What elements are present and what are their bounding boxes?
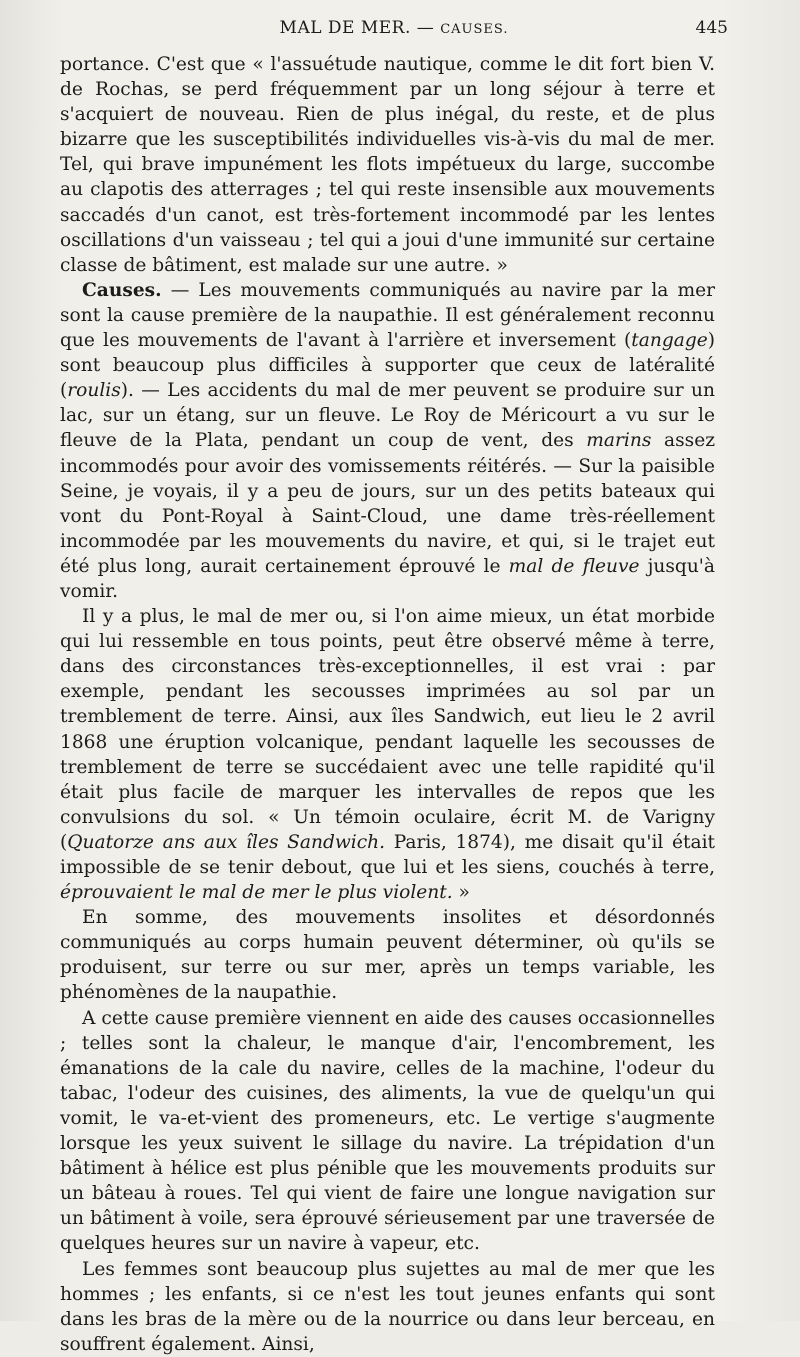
text-run: portance. C'est que « l'assuétude nautique, comme le dit fort bien V. de Rochas, se perd fréquemment par un long séjour à terre et s'acquiert de nouveau. Rien de plus inégal, du reste, et de plus bizarre que les susceptibilités individuelles vis-à-vis du mal de mer. Tel, qui brave impunément les flots impétueux du large, succombe au clapotis des atterrages ; tel qui reste insensible aux mouvements saccadés d'un canot, est très-fortement incommodé par les lentes oscillations d'un vaisseau ; tel qui a joui d'une immunité sur certaine classe de bâtiment, est malade sur une autre. » bbox=[60, 54, 715, 276]
text-run: ). — Les accidents du mal de mer peuvent se produire sur un lac, sur un étang, sur un fleuve. Le Roy de Méricourt a vu sur le fleuve de la Plata, pendant un coup de vent, des bbox=[60, 380, 715, 452]
text-run: ) sont beaucoup plus difficiles à supporter que ceux de latéralité ( bbox=[60, 330, 715, 402]
text-run: En somme, des mouvements insolites et désordonnés communiqués au corps humain peuvent déterminer, où qu'ils se produisent, sur terre ou sur mer, après un temps variable, les phénomènes de la naupathie. bbox=[60, 907, 715, 1004]
paragraph bbox=[60, 52, 715, 278]
page-header bbox=[60, 18, 728, 44]
italic-text: marins bbox=[586, 430, 652, 452]
paragraph bbox=[60, 1257, 715, 1357]
text-run: assez incommodés pour avoir des vomissements réitérés. — Sur la paisible Seine, je voyais, il y a peu de jours, sur un des petits bateaux qui vont du Pont-Royal à Saint-Cloud, une dame très-réellement incommodée par les mouvements du navire, et qui, si le trajet eut été plus long, aurait certainement éprouvé le bbox=[60, 430, 715, 577]
running-title bbox=[60, 18, 728, 38]
page-number: 445 bbox=[695, 18, 728, 38]
header-title: MAL DE MER. bbox=[279, 18, 411, 38]
section-heading: Causes. bbox=[82, 279, 162, 301]
italic-text: mal de fleuve bbox=[508, 555, 640, 577]
paragraph bbox=[60, 604, 715, 905]
text-run: » bbox=[452, 882, 470, 904]
italic-text: éprouvaient le mal de mer le plus violent. bbox=[60, 882, 453, 904]
paragraph bbox=[60, 1006, 715, 1257]
text-run: — Les mouvements communiqués au navire par la mer sont la cause première de la naupathie. Il est généralement reconnu que les mouvements de l'avant à l'arrière et inversement ( bbox=[60, 279, 715, 352]
italic-text: roulis bbox=[67, 380, 121, 402]
body-text bbox=[60, 52, 715, 1357]
text-run: A cette cause première viennent en aide des causes occasionnelles ; telles sont la chaleur, le manque d'air, l'encombrement, les émanations de la cale du navire, celles de la machine, l'odeur du tabac, l'odeur des cuisines, des aliments, la vue de quelqu'un qui vomit, le va-et-vient des promeneurs, etc. Le vertige s'augmente lorsque les yeux suivent le sillage du navire. La trépidation d'un bâtiment à hélice est plus pénible que les mouvements produits sur un bâteau à roues. Tel qui vient de faire une longue navigation sur un bâtiment à voile, sera éprouvé sérieusement par une traversée de quelques heures sur un navire à vapeur, etc. bbox=[60, 1007, 715, 1255]
header-dash: — bbox=[416, 18, 435, 38]
text-run: Les femmes sont beaucoup plus sujettes au mal de mer que les hommes ; les enfants, si ce n'est les tout jeunes enfants qui sont dans les bras de la mère ou de la nourrice ou dans leur berceau, en souffrent également. Ainsi, bbox=[60, 1258, 715, 1355]
text-run: Paris, 1874), me disait qu'il était impossible de se tenir debout, que lui et les siens, couchés à terre, bbox=[60, 831, 715, 878]
italic-text: tangage bbox=[631, 330, 708, 352]
header-section: CAUSES. bbox=[440, 22, 509, 37]
paragraph bbox=[60, 905, 715, 1005]
text-run: Il y a plus, le mal de mer ou, si l'on aime mieux, un état morbide qui lui ressemble en tous points, peut être observé même à terre, dans des circonstances très-exceptionnelles, il est vrai : par exemple, pendant les secousses imprimées au sol par un tremblement de terre. Ainsi, aux îles Sandwich, eut lieu le 2 avril 1868 une éruption volcanique, pendant laquelle les secousses de tremblement de terre se succédaient avec une telle rapidité qu'il était plus facile de marquer les intervalles de repos que les convulsions du sol. « Un témoin oculaire, écrit M. de Varigny ( bbox=[60, 606, 715, 853]
text-run: jusqu'à vomir. bbox=[60, 555, 715, 602]
italic-text: Quatorze ans aux îles Sandwich. bbox=[67, 831, 386, 853]
paragraph bbox=[60, 278, 715, 604]
